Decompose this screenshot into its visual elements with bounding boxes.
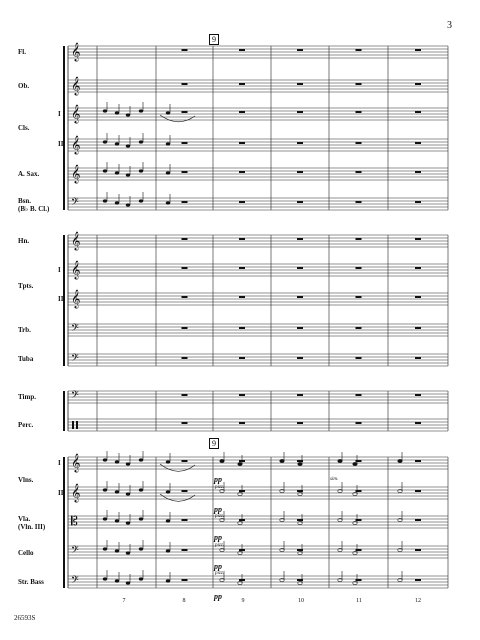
pizz-marking-string-bass: pizz. <box>215 571 225 576</box>
whole-rest <box>182 490 188 492</box>
note-head <box>115 111 119 114</box>
treble-clef-icon: 𝄞 <box>71 231 81 250</box>
whole-rest <box>415 519 421 521</box>
bass-clef-icon: 𝄢 <box>71 322 79 336</box>
note-head <box>338 459 342 462</box>
bass-clef-icon: 𝄢 <box>71 544 79 558</box>
whole-rest <box>239 296 245 298</box>
note-head <box>139 488 143 491</box>
label-violin-1: I <box>58 459 61 467</box>
note-head <box>103 547 107 550</box>
note-head <box>280 459 284 462</box>
whole-rest <box>356 327 362 329</box>
label-percussion: Perc. <box>18 421 34 429</box>
treble-clef-icon: 𝄞 <box>71 76 81 95</box>
whole-rest <box>239 171 245 173</box>
note-head <box>126 173 130 176</box>
note-head <box>398 459 402 462</box>
whole-rest <box>297 111 303 113</box>
whole-rest <box>356 83 362 85</box>
treble-clef-icon: 𝄞 <box>71 135 81 154</box>
whole-rest <box>297 83 303 85</box>
catalog-number: 26593S <box>14 614 36 622</box>
note-head <box>103 458 107 461</box>
pizz-marking-viola: pizz. <box>215 514 225 519</box>
label-bassoon: Bsn. <box>18 197 32 205</box>
label-oboe: Ob. <box>18 82 30 90</box>
label-flute: Fl. <box>18 48 26 56</box>
note-head <box>126 581 130 584</box>
whole-rest <box>297 238 303 240</box>
note-head <box>166 519 170 522</box>
note-head <box>166 111 170 114</box>
note-head <box>115 579 119 582</box>
whole-rest <box>415 579 421 581</box>
whole-rest <box>297 357 303 359</box>
note-head <box>103 517 107 520</box>
whole-rest <box>182 296 188 298</box>
label-clarinet-1: I <box>58 110 61 118</box>
whole-rest <box>415 201 421 203</box>
whole-rest <box>415 357 421 359</box>
treble-clef-icon: 𝄞 <box>71 453 81 472</box>
whole-rest <box>356 267 362 269</box>
percussion-system-bracket <box>63 391 65 431</box>
note-head <box>353 462 357 465</box>
whole-rest <box>239 267 245 269</box>
dynamic-pp-viola: pp <box>214 533 222 542</box>
note-head <box>298 462 302 465</box>
label-alto-sax: A. Sax. <box>18 170 40 178</box>
whole-rest <box>182 267 188 269</box>
label-trumpet-1: I <box>58 266 61 274</box>
note-head <box>139 577 143 580</box>
note-head <box>166 579 170 582</box>
note-head <box>139 169 143 172</box>
whole-rest <box>239 394 245 396</box>
note-head <box>103 140 107 143</box>
sim-marking-violin-1: sim. <box>330 477 339 482</box>
whole-rest <box>415 490 421 492</box>
whole-rest <box>415 171 421 173</box>
rehearsal-mark-top: 9 <box>209 34 219 45</box>
note-head <box>139 547 143 550</box>
whole-rest <box>297 296 303 298</box>
whole-rest <box>239 357 245 359</box>
whole-rest <box>182 422 188 424</box>
whole-rest <box>415 83 421 85</box>
whole-rest <box>239 327 245 329</box>
whole-rest <box>415 394 421 396</box>
label-trombone: Trb. <box>18 326 31 334</box>
whole-rest <box>297 394 303 396</box>
measure-number-12: 12 <box>415 598 421 604</box>
note-head <box>126 551 130 554</box>
dynamic-pp-violin-1: pp <box>214 475 222 484</box>
whole-rest <box>415 238 421 240</box>
whole-rest <box>415 460 421 462</box>
note-head <box>166 460 170 463</box>
bass-clef-icon: 𝄢 <box>71 352 79 366</box>
measure-number-9: 9 <box>241 598 245 604</box>
whole-rest <box>182 142 188 144</box>
woodwind-system-bracket <box>63 46 65 210</box>
whole-rest <box>415 327 421 329</box>
whole-rest <box>182 327 188 329</box>
note-head <box>139 458 143 461</box>
whole-rest <box>356 171 362 173</box>
whole-rest <box>182 111 188 113</box>
note-head <box>103 169 107 172</box>
whole-rest <box>356 519 362 521</box>
whole-rest <box>356 238 362 240</box>
whole-rest <box>182 579 188 581</box>
whole-rest <box>356 142 362 144</box>
whole-rest <box>239 111 245 113</box>
whole-rest <box>182 357 188 359</box>
bass-clef-icon: 𝄢 <box>71 389 79 403</box>
treble-clef-icon: 𝄞 <box>71 104 81 123</box>
whole-rest <box>356 357 362 359</box>
whole-rest <box>239 83 245 85</box>
slur <box>160 494 195 501</box>
percussion-clef-icon <box>76 421 78 429</box>
note-head <box>103 199 107 202</box>
whole-rest <box>182 460 188 462</box>
note-head <box>115 142 119 145</box>
bass-clef-icon: 𝄢 <box>71 196 79 210</box>
note-head <box>126 144 130 147</box>
whole-rest <box>297 422 303 424</box>
whole-rest <box>356 549 362 551</box>
whole-rest <box>297 171 303 173</box>
label-viola: Vla. <box>18 515 31 523</box>
slur <box>160 115 195 122</box>
label-violin-2: II <box>58 489 64 497</box>
whole-rest <box>182 238 188 240</box>
note-head <box>115 201 119 204</box>
note-head <box>103 488 107 491</box>
label-string-bass: Str. Bass <box>18 578 44 586</box>
whole-rest <box>182 49 188 51</box>
note-head <box>126 203 130 206</box>
note-head <box>115 171 119 174</box>
dynamic-pp-cello: pp <box>214 562 222 571</box>
note-head <box>126 492 130 495</box>
note-head <box>166 142 170 145</box>
whole-rest <box>415 549 421 551</box>
whole-rest <box>239 422 245 424</box>
whole-rest <box>182 519 188 521</box>
label-clarinet-2: II <box>58 140 64 148</box>
whole-rest <box>182 549 188 551</box>
whole-rest <box>182 201 188 203</box>
whole-rest <box>182 83 188 85</box>
whole-rest <box>415 142 421 144</box>
whole-rest <box>239 49 245 51</box>
label-cello: Cello <box>18 549 34 557</box>
pizz-marking-violin-2: pizz. <box>215 485 225 490</box>
measure-number-10: 10 <box>298 598 304 604</box>
measure-number-11: 11 <box>356 598 362 604</box>
note-head <box>126 113 130 116</box>
whole-rest <box>356 460 362 462</box>
note-head <box>103 577 107 580</box>
note-head <box>166 549 170 552</box>
note-head <box>238 462 242 465</box>
whole-rest <box>239 201 245 203</box>
percussion-clef-icon <box>72 421 74 429</box>
note-head <box>115 460 119 463</box>
page-number: 3 <box>447 20 452 31</box>
label-trumpet-2: II <box>58 295 64 303</box>
note-head <box>115 490 119 493</box>
whole-rest <box>415 267 421 269</box>
note-head <box>115 549 119 552</box>
label-tuba: Tuba <box>18 355 34 363</box>
note-head <box>166 490 170 493</box>
note-head <box>166 171 170 174</box>
note-head <box>126 521 130 524</box>
label-timpani: Timp. <box>18 393 36 401</box>
whole-rest <box>356 296 362 298</box>
slur <box>160 464 195 471</box>
strings-system-bracket <box>63 457 65 588</box>
whole-rest <box>356 111 362 113</box>
whole-rest <box>415 111 421 113</box>
whole-rest <box>182 171 188 173</box>
whole-rest <box>239 238 245 240</box>
whole-rest <box>297 49 303 51</box>
whole-rest <box>415 422 421 424</box>
note-head <box>126 462 130 465</box>
bass-clef-icon: 𝄢 <box>71 574 79 588</box>
treble-clef-icon: 𝄞 <box>71 260 81 279</box>
whole-rest <box>239 142 245 144</box>
note-head <box>139 517 143 520</box>
label-viola-alt: (Vln. III) <box>18 523 46 531</box>
dynamic-pp-string-bass: pp <box>214 592 222 601</box>
note-head <box>103 109 107 112</box>
note-head <box>139 140 143 143</box>
label-trumpets: Tpts. <box>18 282 34 290</box>
label-bassoon-alt: (B♭ B. Cl.) <box>18 205 50 213</box>
whole-rest <box>415 49 421 51</box>
whole-rest <box>182 394 188 396</box>
rehearsal-mark-strings: 9 <box>209 438 219 449</box>
treble-clef-icon: 𝄞 <box>71 164 81 183</box>
alto-clef-icon: 𝄡 <box>71 514 78 528</box>
dynamic-pp-violin-2: pp <box>214 505 222 514</box>
note-head <box>220 459 224 462</box>
brass-system-bracket <box>63 235 65 366</box>
treble-clef-icon: 𝄞 <box>71 42 81 61</box>
whole-rest <box>356 49 362 51</box>
whole-rest <box>356 394 362 396</box>
whole-rest <box>297 201 303 203</box>
treble-clef-icon: 𝄞 <box>71 289 81 308</box>
label-violins: Vlns. <box>18 476 34 484</box>
whole-rest <box>297 327 303 329</box>
pizz-marking-cello: pizz. <box>215 543 225 548</box>
note-head <box>139 109 143 112</box>
note-head <box>139 199 143 202</box>
measure-number-8: 8 <box>182 598 186 604</box>
note-head <box>115 519 119 522</box>
note-head <box>166 201 170 204</box>
whole-rest <box>356 422 362 424</box>
label-clarinets: Cls. <box>18 124 30 132</box>
whole-rest <box>356 201 362 203</box>
whole-rest <box>297 142 303 144</box>
whole-rest <box>356 490 362 492</box>
label-horn: Hn. <box>18 237 30 245</box>
whole-rest <box>356 579 362 581</box>
measure-number-7: 7 <box>122 598 126 604</box>
whole-rest <box>297 267 303 269</box>
treble-clef-icon: 𝄞 <box>71 483 81 502</box>
whole-rest <box>415 296 421 298</box>
